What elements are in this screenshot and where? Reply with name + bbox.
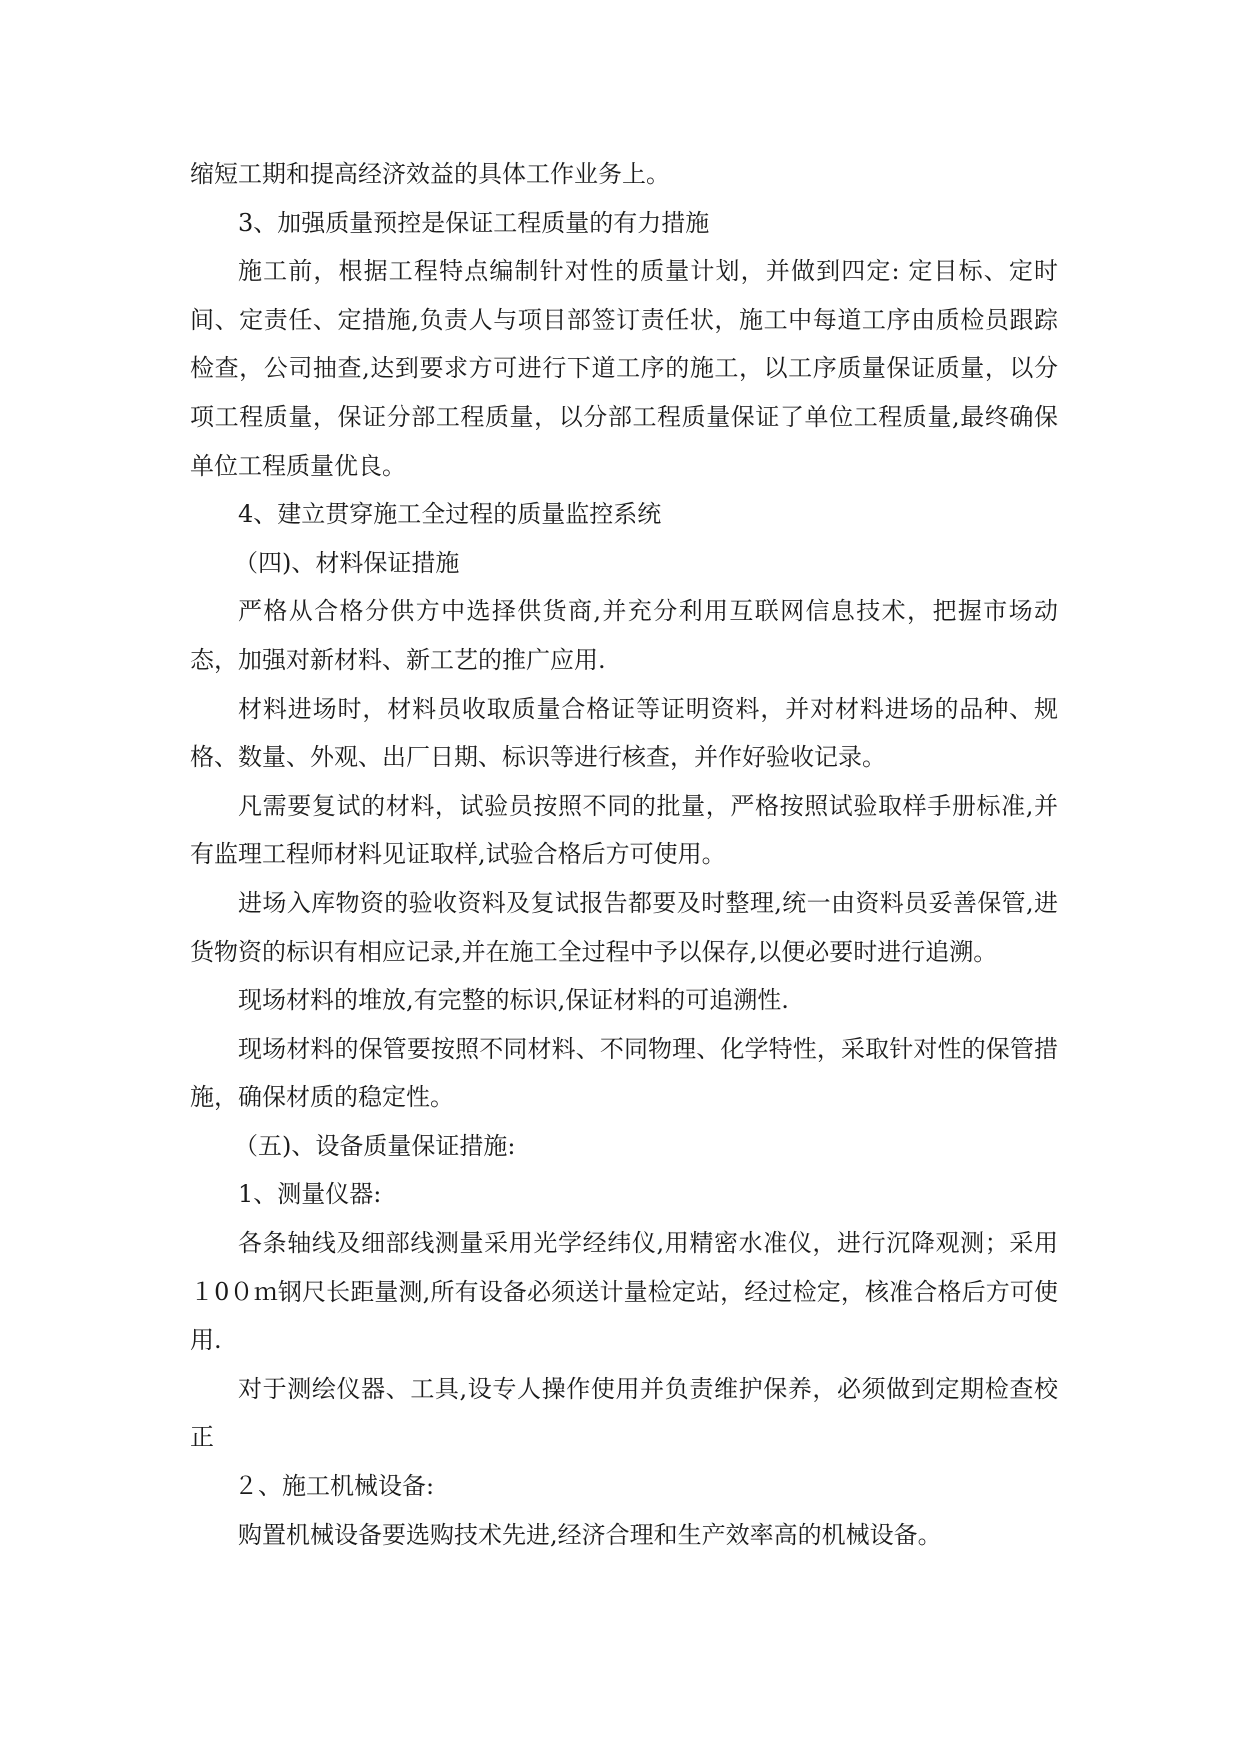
paragraph: 现场材料的保管要按照不同材料、不同物理、化学特性，采取针对性的保管措施，确保材质的稳定性。 <box>190 1034 1058 1112</box>
section-heading-4: 4、建立贯穿施工全过程的质量监控系统 <box>238 500 662 529</box>
paragraph: 购置机械设备要选购技术先进,经济合理和生产效率高的机械设备。 <box>238 1520 942 1549</box>
paragraph: 进场入库物资的验收资料及复试报告都要及时整理,统一由资料员妥善保管,进货物资的标识有相应记录,并在施工全过程中予以保存,以便必要时进行追溯。 <box>190 888 1058 966</box>
paragraph: 严格从合格分供方中选择供货商,并充分利用互联网信息技术，把握市场动态，加强对新材料、新工艺的推广应用. <box>190 597 1058 674</box>
paragraph: 施工前，根据工程特点编制针对性的质量计划，并做到四定: 定目标、定时间、定责任、定措施,负责人与项目部签订责任状，施工中每道工序由质检员跟踪检查，公司抽查,达到要求方可进行下道工序的施工，以工序质量保证质量，以分项工程质量，保证分部工程质量，以分部工程质量保证了单位工程质量,最终确保单位工程质量优良。 <box>190 257 1058 480</box>
paragraph: 凡需要复试的材料，试验员按照不同的批量，严格按照试验取样手册标准,并有监理工程师材料见证取样,试验合格后方可使用。 <box>190 791 1058 869</box>
paragraph: 缩短工期和提高经济效益的具体工作业务上。 <box>190 160 670 188</box>
section-heading-3: 3、加强质量预控是保证工程质量的有力措施 <box>238 208 710 237</box>
subsection-heading-instruments: 1、测量仪器: <box>238 1180 382 1209</box>
subsection-heading-machinery: ２、施工机械设备: <box>234 1472 435 1501</box>
paragraph: 材料进场时，材料员收取质量合格证等证明资料，并对材料进场的品种、规格、数量、外观、出厂日期、标识等进行核查，并作好验收记录。 <box>190 694 1058 772</box>
section-heading-equipment: （五)、设备质量保证措施: <box>234 1131 516 1160</box>
paragraph: 现场材料的堆放,有完整的标识,保证材料的可追溯性. <box>238 986 789 1015</box>
paragraph: 各条轴线及细部线测量采用光学经纬仪,用精密水准仪，进行沉降观测；采用１0０ｍ钢尺长距量测,所有设备必须送计量检定站，经过检定，核准合格后方可使用. <box>190 1229 1058 1355</box>
paragraph: 对于测绘仪器、工具,设专人操作使用并负责维护保养，必须做到定期检查校正 <box>190 1374 1058 1452</box>
document-body <box>190 150 1058 1559</box>
section-heading-materials: （四)、材料保证措施 <box>234 548 460 577</box>
